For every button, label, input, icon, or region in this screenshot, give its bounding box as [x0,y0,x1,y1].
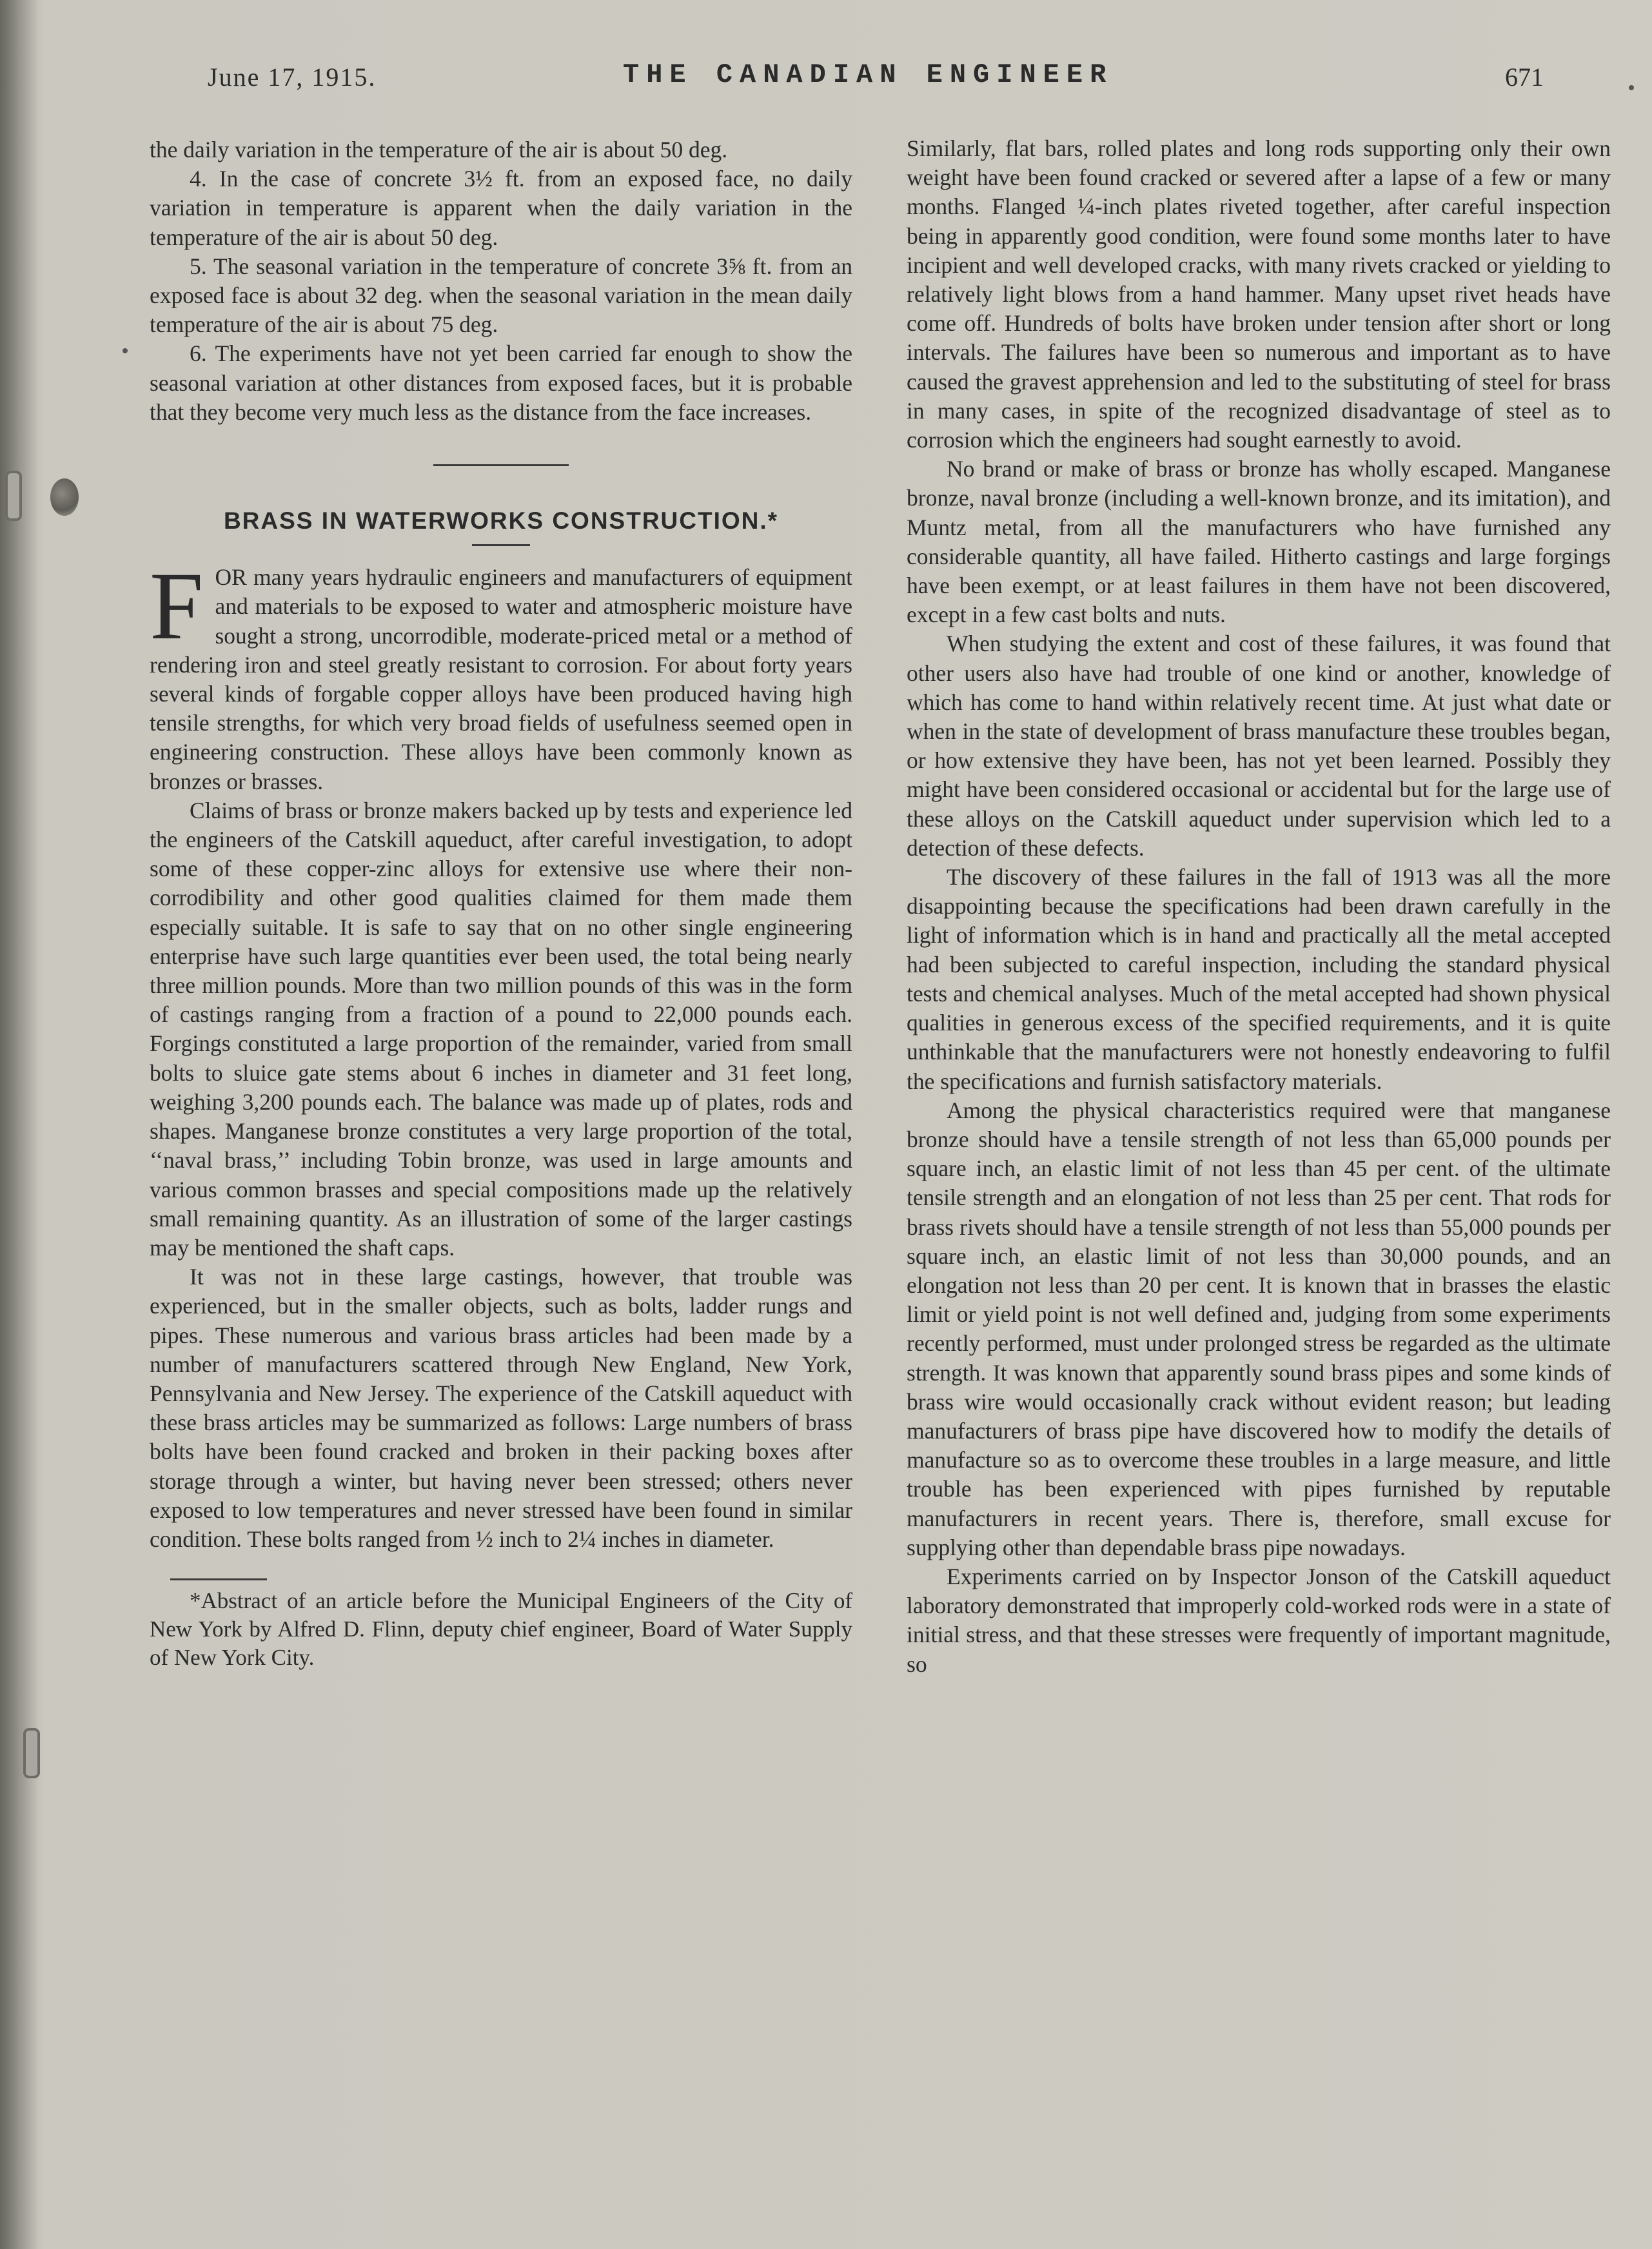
paragraph: 5. The seasonal variation in the temperature of concrete 3⅝ ft. from an exposed face is about 32 deg. when the seasonal variation in the mean daily temperature of the air is about 75 deg. [150,253,852,338]
page-number: 671 [1505,63,1544,92]
paragraph: Similarly, flat bars, rolled plates and long rods supporting only their own weight have been found cracked or severed after a lapse of a few or many months. Flanged ¼-inch plates riveted together, after careful inspection being in apparently good condition, were found some months later to have incipient and well developed cracks, with many rivets cracked or yielding to relatively light blows from a hand hammer. Many upset rivet heads have come off. Hundreds of bolts have broken under tension after short or long intervals. The failures have been so numerous and important as to have caused the gravest apprehension and led to the substituting of steel for brass in many cases, in spite of the recognized disadvantage of steel as to corrosion which the engineers had sought earnestly to avoid. [907,135,1611,453]
drop-cap: F [150,553,204,660]
right-column [907,134,1611,1679]
paragraph: 6. The experiments have not yet been carried far enough to show the seasonal variation at other distances from exposed faces, but it is probable that they become very much less as the distance from the face increases. [150,340,852,425]
left-column [150,135,852,1672]
margin-speck [123,348,128,353]
paragraph: the daily variation in the temperature of the air is about 50 deg. [150,137,728,162]
paragraph: Experiments carried on by Inspector Jonson of the Catskill aqueduct laboratory demonstrated that improperly cold-worked rods were in a state of initial stress, and that these stresses were frequently of important magnitude, so [907,1563,1611,1677]
title-rule [472,544,530,546]
footnote: *Abstract of an article before the Municipal Engineers of the City of New York by Alfred D. Flinn, deputy chief engineer, Board of Water Supply of New York City. [150,1588,852,1671]
paragraph: It was not in these large castings, however, that trouble was experienced, but in the smaller objects, such as bolts, ladder rungs and pipes. These numerous and various brass articles had been made by a number of manufacturers scattered through New England, New York, Pennsylvania and New Jersey. The experience of the Catskill aqueduct with these brass articles may be summarized as follows: Large numbers of brass bolts have been found cracked and broken in their packing boxes after storage through a winter, but having never been stressed; others never exposed to low temperatures and never stressed have been found in similar condition. These bolts ranged from ½ inch to 2¼ inches in diameter. [150,1264,852,1552]
paragraph: Claims of brass or bronze makers backed up by tests and experience led the engineers of the Catskill aqueduct, after careful investigation, to adopt some of these copper-zinc alloys for extensive use where their non-corrodibility and other good qualities claimed for them made them especially suitable. It is safe to say that on no other single engineering enterprise have such large quantities ever been used, the total being nearly three million pounds. More than two million pounds of this was in the form of castings ranging from a fraction of a pound to 22,000 pounds each. Forgings constituted a large proportion of the remainder, varied from small bolts to sluice gate stems about 6 inches in diameter and 31 feet long, weighing 3,200 pounds each. The balance was made up of plates, rods and shapes. Manganese bronze constitutes a very large proportion of the total, ‘‘naval brass,’’ including Tobin bronze, was used in large amounts and various common brasses and special compositions made up the relatively small remaining quantity. As an illustration of some of the larger castings may be mentioned the shaft caps. [150,797,852,1261]
article-title: BRASS IN WATERWORKS CONSTRUCTION.* [223,507,779,535]
paragraph: The discovery of these failures in the fall of 1913 was all the more disappointing because the specifications had been drawn carefully in the light of information which is in hand and practically all the metal accepted had been subjected to careful inspection, including the standard physical tests and chemical analyses. Much of the metal accepted had shown physical qualities in generous excess of the specified requirements, and it is quite unthinkable that the manufacturers were not honestly endeavoring to fulfil the specifications and furnish satisfactory materials. [907,864,1611,1094]
first-paragraph [150,553,852,796]
paragraph: 4. In the case of concrete 3½ ft. from an exposed face, no daily variation in temperature is apparent when the daily variation in the temperature of the air is about 50 deg. [150,166,852,250]
punch-hole-mark [50,478,79,516]
issue-date: June 17, 1915. [208,63,377,92]
paragraph: Among the physical characteristics required were that manganese bronze should have a tensile strength of not less than 65,000 pounds per square inch, an elastic limit of not less than 45 per cent. of the ultimate tensile strength and an elongation of not less than 25 per cent. That rods for brass rivets should have a tensile strength of not less than 55,000 pounds per square inch, an elastic limit of not less than 30,000 pounds, and an elongation not less than 20 per cent. It is known that in brasses the elastic limit or yield point is not well defined and, judging from some experiments recently performed, must under prolonged stress be regarded as the ultimate strength. It was known that apparently sound brass pipes and some kinds of brass wire would occasionally crack without evident reason; but leading manufacturers of brass pipe have discovered how to modify the details of manufacture so as to overcome these troubles in a large measure, and little trouble has been experienced with pipes furnished by reputable manufacturers in recent years. There is, therefore, small excuse for supplying other than dependable brass pipe nowadays. [907,1097,1611,1560]
footnote-rule [170,1578,267,1580]
first-paragraph-text: OR many years hydraulic engineers and manufacturers of equipment and materials to be exposed to water and atmospheric moisture have sought a strong, uncorrodible, moderate-priced metal or a method of rendering iron and steel greatly resistant to corrosion. For about forty years several kinds of forgable copper alloys have been produced having high tensile strengths, for which very broad fields of usefulness seemed open in engineering construction. These alloys have been commonly known as bronzes or brasses. [150,564,852,794]
binding-staple-top [5,471,22,521]
binding-shadow [0,0,39,2249]
journal-title: THE CANADIAN ENGINEER [623,59,1114,90]
section-divider [433,464,569,466]
binding-staple-bottom [23,1728,40,1778]
running-header [0,59,1652,101]
paragraph: When studying the extent and cost of these failures, it was found that other users also have had trouble of one kind or another, knowledge of which has come to hand within relatively recent time. At just what date or when in the state of development of brass manufacture these troubles began, or how extensive they have been, has not yet been learned. Possibly they might have been considered occasional or accidental but for the large use of these alloys on the Catskill aqueduct under supervision which led to a detection of these defects. [907,631,1611,861]
paragraph: No brand or make of brass or bronze has wholly escaped. Manganese bronze, naval bronze (including a well-known bronze, and its imitation), and Muntz metal, from all the manufacturers who have furnished any considerable quantity, all have failed. Hitherto castings and large forgings have been exempt, or at least failures in them have not been discovered, except in a few cast bolts and nuts. [907,456,1611,628]
